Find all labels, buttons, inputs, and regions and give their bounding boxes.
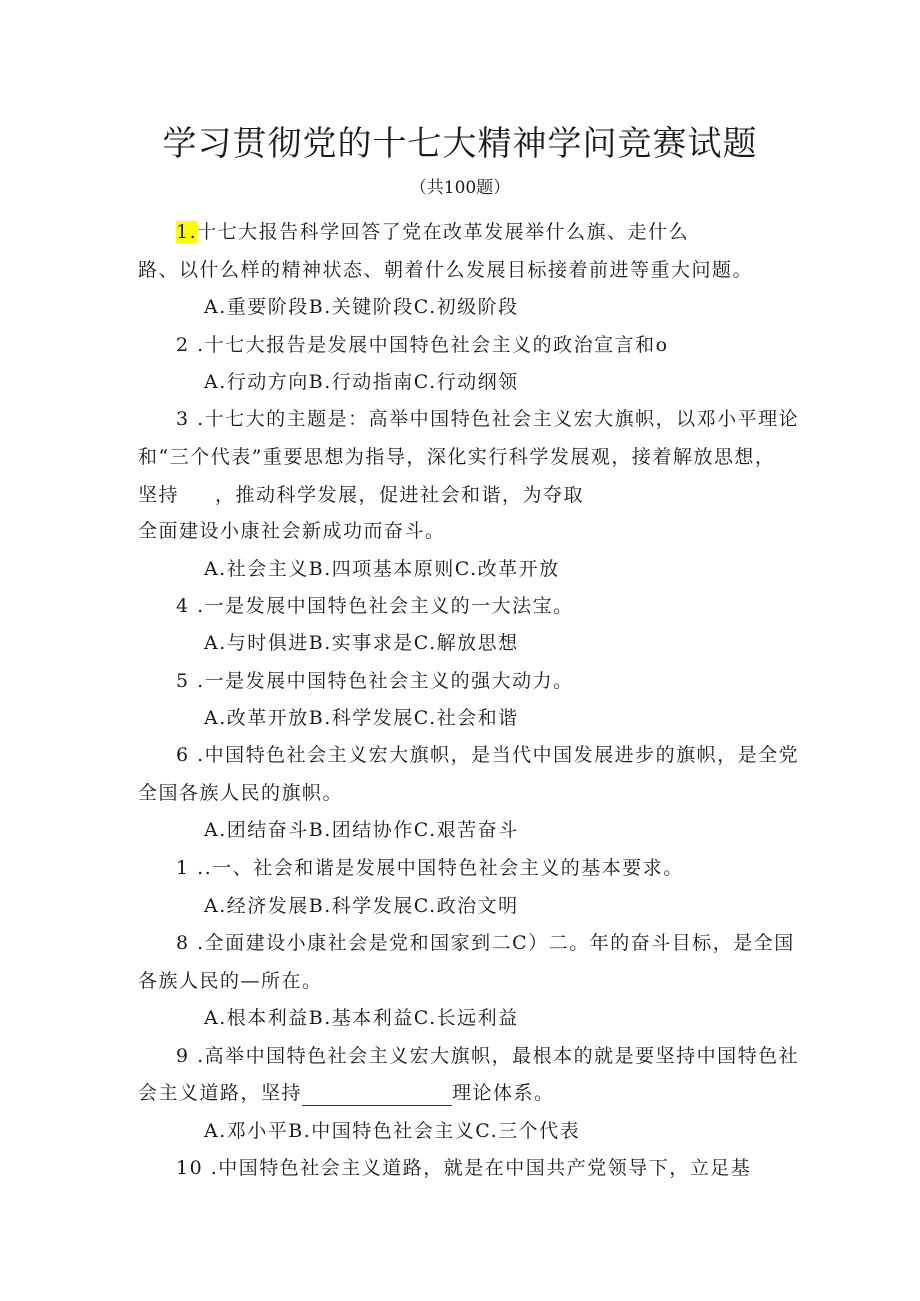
question-3-line-4: 全面建设小康社会新成功而奋斗。: [138, 520, 446, 542]
question-3-line-3-end: ，推动科学发展，促进社会和谐，为夺取: [215, 484, 585, 506]
question-9-line-2-end: 理论体系。: [452, 1082, 555, 1104]
document-title: 学习贯彻党的十七大精神学问竞赛试题: [162, 124, 758, 164]
question-7-text: 1 ..一、社会和谐是发展中国特色社会主义的基本要求。: [176, 857, 684, 879]
question-8-options: A.根本利益B.基本利益C.长远利益: [204, 1007, 519, 1029]
question-6-line-2: 全国各族人民的旗帜。: [138, 782, 344, 804]
question-3-line-3-start: 坚持: [138, 484, 180, 506]
question-7-options: A.经济发展B.科学发展C.政治文明: [204, 895, 519, 917]
question-3-line-2: 和“三个代表”重要思想为指导，深化实行科学发展观，接着解放思想，: [138, 446, 776, 468]
question-9-line-2-start: 会主义道路，坚持: [138, 1082, 303, 1104]
question-8-line-2: 各族人民的—所在。: [138, 970, 323, 992]
question-5-options: A.改革开放B.科学发展C.社会和谐: [204, 707, 519, 729]
answer-blank: [302, 1087, 452, 1106]
question-8-line-1: 8 .全面建设小康社会是党和国家到二C）二。年的奋斗目标，是全国: [176, 932, 795, 954]
question-3-line-3: [138, 482, 584, 508]
question-10-text: 10 .中国特色社会主义道路，就是在中国共产党领导下，立足基: [176, 1157, 752, 1179]
highlight-mark: 1.: [176, 221, 198, 243]
question-4-options: A.与时俱进B.实事求是C.解放思想: [204, 632, 519, 654]
question-6-options: A.团结奋斗B.团结协作C.艰苦奋斗: [204, 819, 519, 841]
question-3-options: A.社会主义B.四项基本原则C.改革开放: [204, 558, 560, 580]
question-9-options: A.邓小平B.中国特色社会主义C.三个代表: [204, 1120, 581, 1142]
question-2-options: A.行动方向B.行动指南C.行动纲领: [204, 371, 519, 393]
question-1-line-2: 路、以什么样的精神状态、朝着什么发展目标接着前进等重大问题。: [138, 259, 754, 281]
document-subtitle: （共100题）: [409, 178, 511, 198]
question-1-text: 十七大报告科学回答了党在改革发展举什么旗、走什么: [197, 221, 690, 243]
question-6-line-1: 6 .中国特色社会主义宏大旗帜，是当代中国发展进步的旗帜，是全党: [176, 744, 800, 766]
question-5-text: 5 .一是发展中国特色社会主义的强大动力。: [176, 670, 574, 692]
question-1-options: A.重要阶段B.关键阶段C.初级阶段: [204, 296, 519, 318]
question-2-text: 2 .十七大报告是发展中国特色社会主义的政治宣言和o: [176, 334, 669, 356]
question-1-line-1: [176, 219, 689, 245]
question-3-line-1: 3 .十七大的主题是：高举中国特色社会主义宏大旗帜，以邓小平理论: [176, 408, 800, 430]
question-4-text: 4 .一是发展中国特色社会主义的一大法宝。: [176, 595, 574, 617]
question-9-line-1: 9 .高举中国特色社会主义宏大旗帜，最根本的就是要坚持中国特色社: [176, 1045, 800, 1067]
question-9-line-2: [138, 1080, 555, 1106]
